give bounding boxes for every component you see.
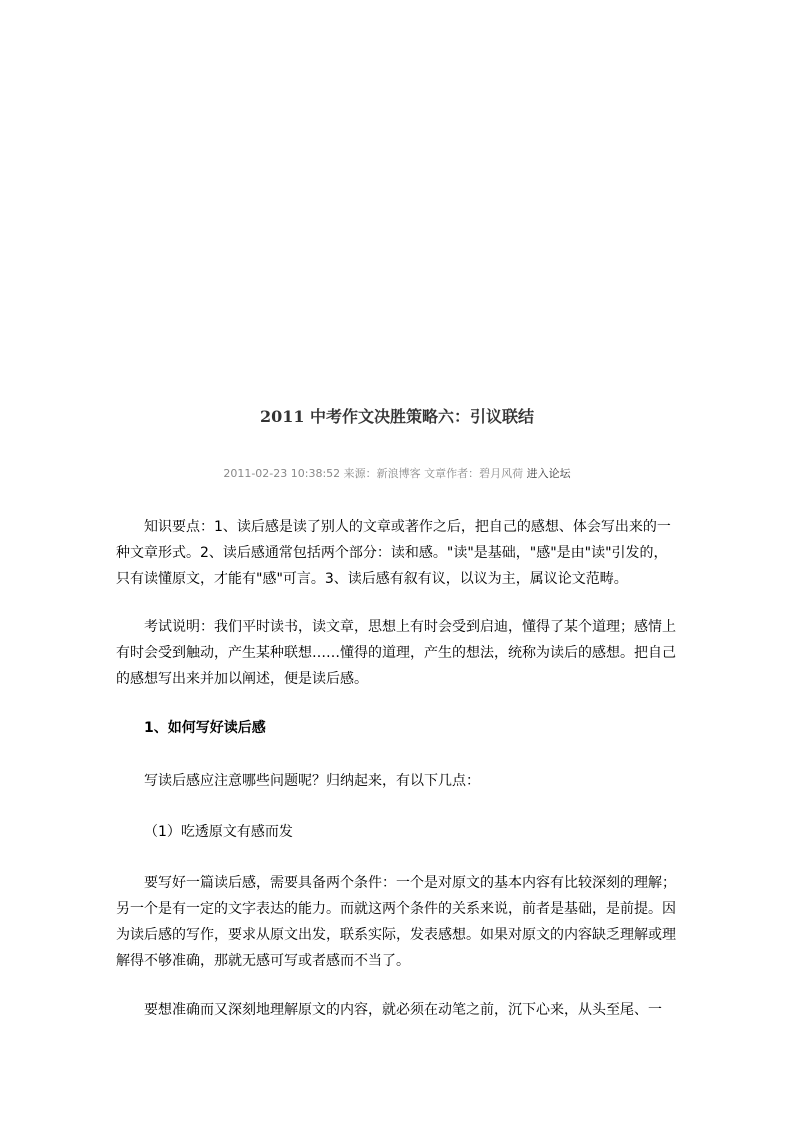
article-author: 文章作者：碧月风荷 bbox=[424, 467, 524, 480]
knowledge-points-paragraph: 知识要点：1、读后感是读了别人的文章或著作之后，把自己的感想、体会写出来的一种文章形式。2、读后感通常包括两个部分：读和感。"读"是基础，"感"是由"读"引发的，只有读懂原文，才能有"感"可言。3、读后感有叙有议，以议为主，属议论文范畴。 bbox=[116, 519, 671, 587]
article-source: 来源：新浪博客 bbox=[343, 467, 421, 480]
section-heading: 1、如何写好读后感 bbox=[144, 720, 266, 736]
body-paragraph: 要写好一篇读后感，需要具备两个条件：一个是对原文的基本内容有比较深刻的理解；另一个是有一定的文字表达的能力。而就这两个条件的关系来说，前者是基础，是前提。因为读后感的写作，要求从原文出发，联系实际，发表感想。如果对原文的内容缺乏理解或理解得不够准确，那就无感可写或者感而不当了。 bbox=[116, 875, 676, 969]
publish-datetime: 2011-02-23 10:38:52 bbox=[223, 467, 341, 480]
intro-paragraph: 写读后感应注意哪些问题呢？归纳起来，有以下几点： bbox=[144, 773, 480, 789]
body-paragraph: 要想准确而又深刻地理解原文的内容，就必须在动笔之前，沉下心来，从头至尾、一 bbox=[144, 1002, 662, 1018]
article-meta bbox=[0, 465, 794, 483]
exam-notes-paragraph: 考试说明：我们平时读书，读文章，思想上有时会受到启迪，懂得了某个道理；感情上有时会受到触动，产生某种联想……懂得的道理，产生的想法，统称为读后的感想。把自己的感想写出来并加以阐述，便是读后感。 bbox=[116, 619, 676, 687]
article-title: 2011 中考作文决胜策略六：引议联结 bbox=[259, 407, 535, 426]
forum-link[interactable]: 进入论坛 bbox=[526, 467, 571, 480]
subheading: （1）吃透原文有感而发 bbox=[144, 824, 293, 840]
